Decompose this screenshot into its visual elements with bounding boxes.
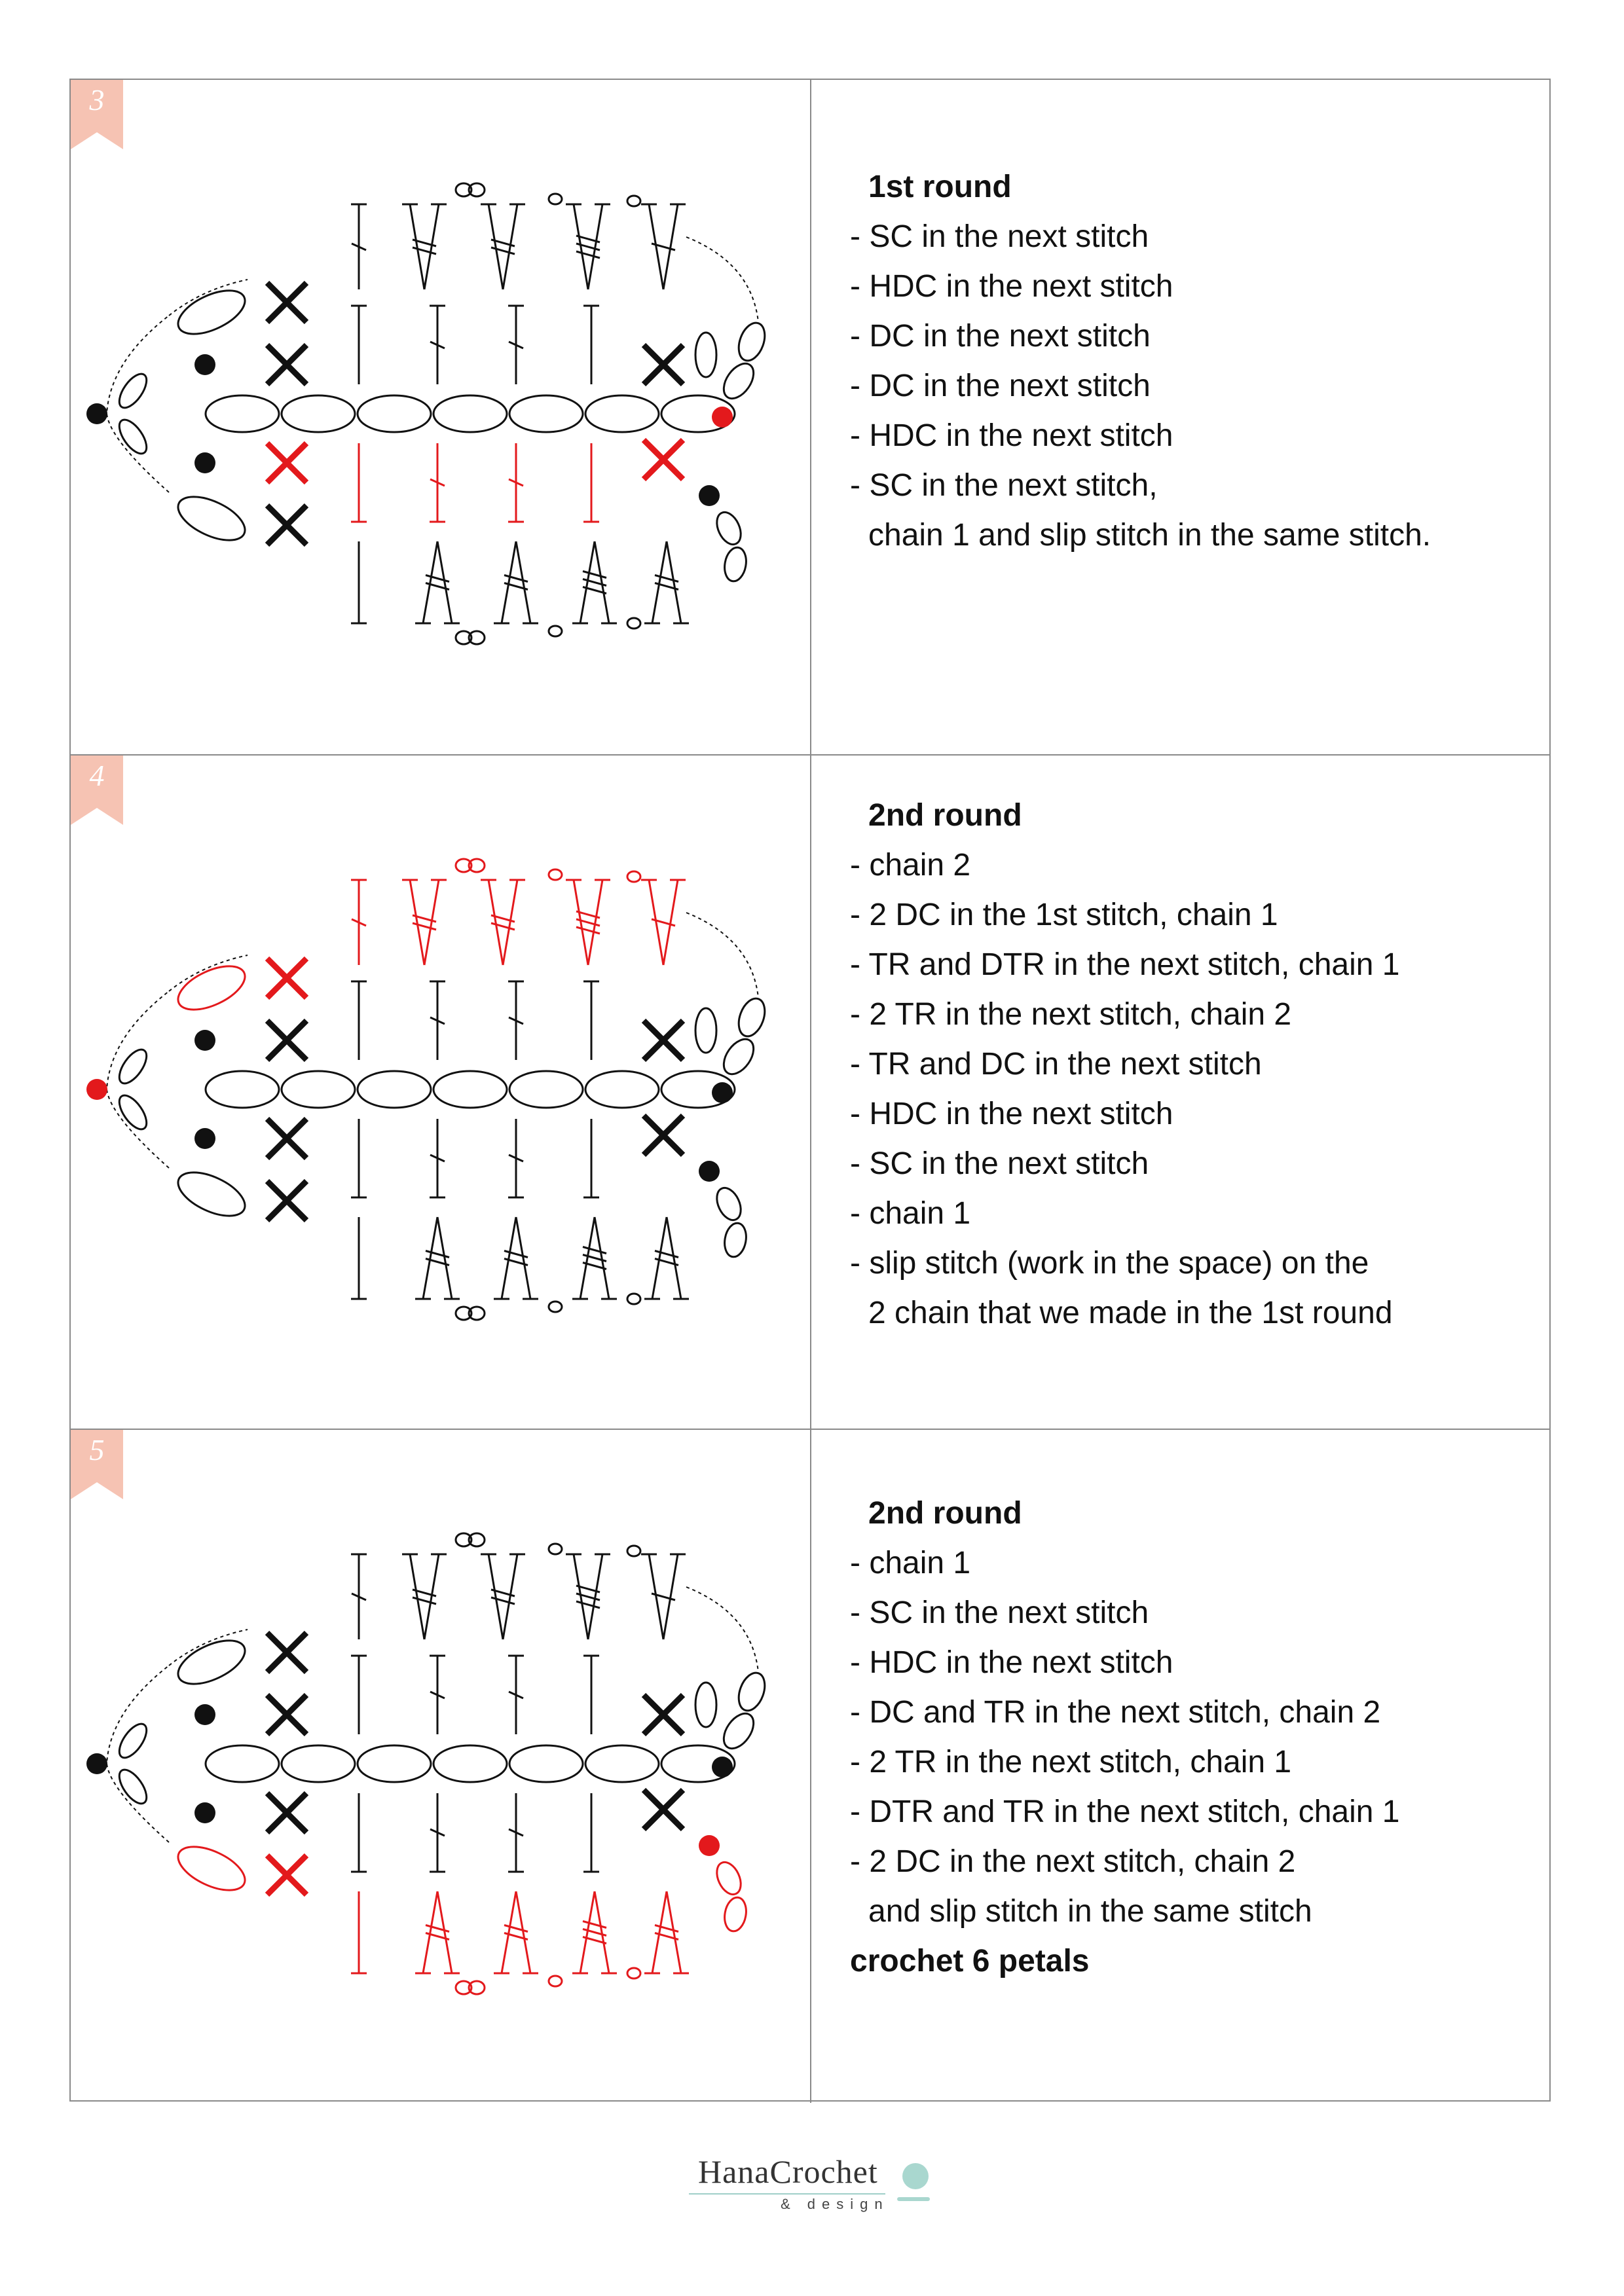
slip-stitch-dot — [86, 1079, 107, 1100]
stitch-stem — [502, 541, 516, 623]
dotted-path — [107, 316, 169, 492]
slip-stitch-dot — [712, 1757, 733, 1777]
chain-oval — [585, 1071, 659, 1108]
crochet-diagram — [71, 1515, 810, 2013]
yarn-ball-icon — [902, 2163, 929, 2189]
stitch-stem — [424, 880, 439, 965]
slip-stitch-dot — [194, 1030, 215, 1051]
chain-oval — [434, 1071, 507, 1108]
chain-oval — [695, 1008, 716, 1053]
instruction-continuation: chain 1 and slip stitch in the same stitch. — [868, 518, 1431, 553]
slip-stitch-dot — [86, 403, 107, 424]
chain-oval — [712, 1859, 746, 1899]
chain-oval — [695, 1683, 716, 1727]
chain-oval — [172, 1838, 251, 1899]
stitch-bar — [504, 575, 528, 582]
stitch-stem — [516, 1217, 530, 1299]
instruction-step: - TR and DC in the next stitch — [850, 1047, 1262, 1082]
chain-oval — [722, 546, 749, 583]
logo-subtitle: & design — [781, 2196, 889, 2212]
round-title: 1st round — [868, 170, 1012, 204]
stitch-bar — [491, 923, 515, 930]
dotted-path — [686, 237, 758, 322]
stitch-bar — [491, 247, 515, 254]
chain-oval — [627, 196, 640, 206]
chain-oval — [509, 395, 583, 432]
instructions — [850, 1489, 1399, 1986]
chain-oval — [627, 1294, 640, 1304]
chain-oval — [695, 333, 716, 377]
instruction-step: - 2 TR in the next stitch, chain 1 — [850, 1745, 1292, 1779]
stitch-bar — [426, 1925, 449, 1932]
stitch-stem — [502, 1891, 516, 1973]
stitch-diagram-svg — [71, 1515, 810, 2013]
chain-oval — [114, 1765, 151, 1808]
stitch-stem — [652, 1891, 667, 1973]
instruction-step: - SC in the next stitch — [850, 1595, 1149, 1630]
chain-oval — [509, 1745, 583, 1782]
dotted-path — [169, 280, 248, 316]
slip-stitch-dot — [699, 1835, 720, 1856]
stitch-bar — [426, 575, 449, 582]
round-title: 2nd round — [868, 798, 1022, 833]
chain-oval — [627, 618, 640, 629]
column-divider — [810, 756, 811, 1429]
dotted-path — [107, 1666, 169, 1842]
chain-oval — [734, 1669, 769, 1715]
chain-oval — [722, 1896, 749, 1933]
stitch-diagram-group — [86, 1533, 769, 1994]
step-number: 4 — [89, 759, 105, 792]
stitch-bar — [426, 1251, 449, 1258]
chain-oval — [206, 1745, 279, 1782]
stitch-bar — [413, 1597, 436, 1604]
stitch-stem — [410, 204, 424, 289]
stitch-bar — [583, 572, 606, 578]
dotted-path — [169, 955, 248, 991]
instruction-step: - 2 DC in the next stitch, chain 2 — [850, 1844, 1296, 1879]
stitch-stem — [667, 1217, 681, 1299]
stitch-stem — [502, 1217, 516, 1299]
instruction-step: - chain 1 — [850, 1196, 971, 1231]
stitch-stem — [423, 1891, 437, 1973]
panel-step-3 — [71, 80, 1549, 754]
stitch-bar — [655, 1251, 678, 1258]
stitch-bar — [583, 1247, 606, 1254]
chain-oval — [585, 395, 659, 432]
dotted-path — [169, 1630, 248, 1666]
chain-oval — [549, 1544, 562, 1554]
instruction-step: - 2 DC in the 1st stitch, chain 1 — [850, 898, 1278, 932]
stitch-bar — [576, 251, 600, 258]
slip-stitch-dot — [712, 1082, 733, 1103]
step-ribbon — [71, 1430, 123, 1499]
slip-stitch-dot — [712, 407, 733, 428]
crochet-hook-icon — [897, 2197, 930, 2201]
instruction-step: - HDC in the next stitch — [850, 1097, 1173, 1131]
stitch-bar — [576, 1601, 600, 1608]
instruction-step: - 2 TR in the next stitch, chain 2 — [850, 997, 1292, 1032]
chain-oval — [172, 282, 251, 343]
instructions — [850, 791, 1399, 1338]
stitch-bar — [655, 1925, 678, 1932]
stitch-stem — [437, 541, 452, 623]
dotted-path — [107, 991, 169, 1168]
stitch-stem — [503, 1554, 517, 1639]
slip-stitch-dot — [86, 1753, 107, 1774]
instruction-step: - chain 1 — [850, 1546, 971, 1580]
step-number: 5 — [89, 1433, 105, 1467]
stitch-bar — [413, 247, 436, 254]
chain-oval — [718, 1034, 760, 1080]
stitch-stem — [667, 541, 681, 623]
chain-oval — [114, 369, 151, 412]
chain-oval — [172, 1631, 251, 1693]
stitch-bar — [583, 1922, 606, 1928]
round-title: 2nd round — [868, 1496, 1022, 1531]
stitch-stem — [410, 880, 424, 965]
stitch-bar — [413, 923, 436, 930]
chain-oval — [206, 395, 279, 432]
instruction-step: - slip stitch (work in the space) on the — [850, 1246, 1369, 1281]
stitch-stem — [437, 1891, 452, 1973]
chain-oval — [434, 395, 507, 432]
chain-oval — [549, 1302, 562, 1312]
crochet-diagram — [71, 841, 810, 1338]
chain-oval — [114, 415, 151, 458]
final-note: crochet 6 petals — [850, 1944, 1090, 1978]
chain-oval — [282, 395, 355, 432]
stitch-stem — [667, 1891, 681, 1973]
chain-oval — [549, 1976, 562, 1986]
stitch-bar — [504, 1925, 528, 1932]
step-number: 3 — [89, 83, 105, 117]
stitch-bar — [655, 575, 678, 582]
logo-underline — [689, 2193, 885, 2195]
column-divider — [810, 80, 811, 754]
stitch-stem — [503, 880, 517, 965]
chain-oval — [734, 995, 769, 1040]
instruction-step: - HDC in the next stitch — [850, 1645, 1173, 1680]
stitch-stem — [410, 1554, 424, 1639]
instruction-step: - DC in the next stitch — [850, 319, 1151, 354]
chain-oval — [549, 626, 562, 636]
logo-name: HanaCrochet — [698, 2153, 878, 2190]
instruction-step: - SC in the next stitch, — [850, 468, 1158, 503]
stitch-stem — [503, 204, 517, 289]
chain-oval — [434, 1745, 507, 1782]
chain-oval — [734, 319, 769, 365]
instruction-step: - chain 2 — [850, 848, 971, 883]
instruction-step: - HDC in the next stitch — [850, 418, 1173, 453]
chain-oval — [172, 1163, 251, 1225]
chain-oval — [172, 957, 251, 1019]
stitch-stem — [437, 1217, 452, 1299]
chain-oval — [549, 869, 562, 880]
chain-oval — [712, 509, 746, 549]
instructions — [850, 162, 1431, 560]
stitch-stem — [424, 1554, 439, 1639]
stitch-stem — [652, 1217, 667, 1299]
slip-stitch-dot — [194, 1128, 215, 1149]
stitch-stem — [423, 1217, 437, 1299]
crochet-diagram — [71, 165, 810, 663]
chain-oval — [282, 1071, 355, 1108]
chain-oval — [627, 1546, 640, 1556]
chain-oval — [282, 1745, 355, 1782]
chain-oval — [627, 871, 640, 882]
stitch-stem — [489, 204, 503, 289]
instruction-step: - DTR and TR in the next stitch, chain 1 — [850, 1795, 1400, 1829]
stitch-bar — [504, 1251, 528, 1258]
stitch-stem — [489, 880, 503, 965]
stitch-stem — [423, 541, 437, 623]
slip-stitch-dot — [194, 1704, 215, 1725]
slip-stitch-dot — [194, 452, 215, 473]
chain-oval — [206, 1071, 279, 1108]
step-ribbon — [71, 80, 123, 149]
instruction-step: - HDC in the next stitch — [850, 269, 1173, 304]
chain-oval — [509, 1071, 583, 1108]
slip-stitch-dot — [194, 1802, 215, 1823]
chain-oval — [549, 194, 562, 204]
chain-oval — [718, 1708, 760, 1754]
chain-oval — [114, 1091, 151, 1133]
chain-oval — [114, 1045, 151, 1087]
dotted-path — [686, 1587, 758, 1672]
stitch-stem — [652, 541, 667, 623]
pattern-grid — [69, 79, 1551, 2102]
step-ribbon — [71, 756, 123, 825]
chain-oval — [172, 488, 251, 549]
instruction-step: - SC in the next stitch — [850, 1146, 1149, 1181]
stitch-stem — [516, 1891, 530, 1973]
instruction-step: - DC and TR in the next stitch, chain 2 — [850, 1695, 1381, 1730]
stitch-stem — [424, 204, 439, 289]
slip-stitch-dot — [194, 354, 215, 375]
instruction-step: - SC in the next stitch — [850, 219, 1149, 254]
column-divider — [810, 1430, 811, 2103]
stitch-diagram-group — [86, 859, 769, 1320]
brand-logo — [689, 2153, 938, 2212]
stitch-diagram-group — [86, 183, 769, 644]
instruction-step: - TR and DTR in the next stitch, chain 1 — [850, 947, 1400, 982]
instruction-continuation: and slip stitch in the same stitch — [868, 1894, 1312, 1929]
stitch-bar — [491, 1597, 515, 1604]
instruction-continuation: 2 chain that we made in the 1st round — [868, 1296, 1393, 1330]
chain-oval — [358, 1071, 431, 1108]
chain-oval — [358, 395, 431, 432]
stitch-diagram-svg — [71, 165, 810, 663]
chain-oval — [712, 1184, 746, 1224]
chain-oval — [585, 1745, 659, 1782]
chain-oval — [114, 1719, 151, 1762]
slip-stitch-dot — [699, 1161, 720, 1182]
chain-oval — [627, 1968, 640, 1978]
stitch-bar — [576, 927, 600, 934]
chain-oval — [718, 358, 760, 404]
slip-stitch-dot — [699, 485, 720, 506]
instruction-step: - DC in the next stitch — [850, 369, 1151, 403]
panel-step-4 — [71, 754, 1549, 1429]
dotted-path — [686, 913, 758, 998]
chain-oval — [722, 1222, 749, 1259]
stitch-stem — [516, 541, 530, 623]
chain-oval — [358, 1745, 431, 1782]
stitch-stem — [489, 1554, 503, 1639]
stitch-diagram-svg — [71, 841, 810, 1338]
panel-step-5 — [71, 1429, 1549, 2103]
